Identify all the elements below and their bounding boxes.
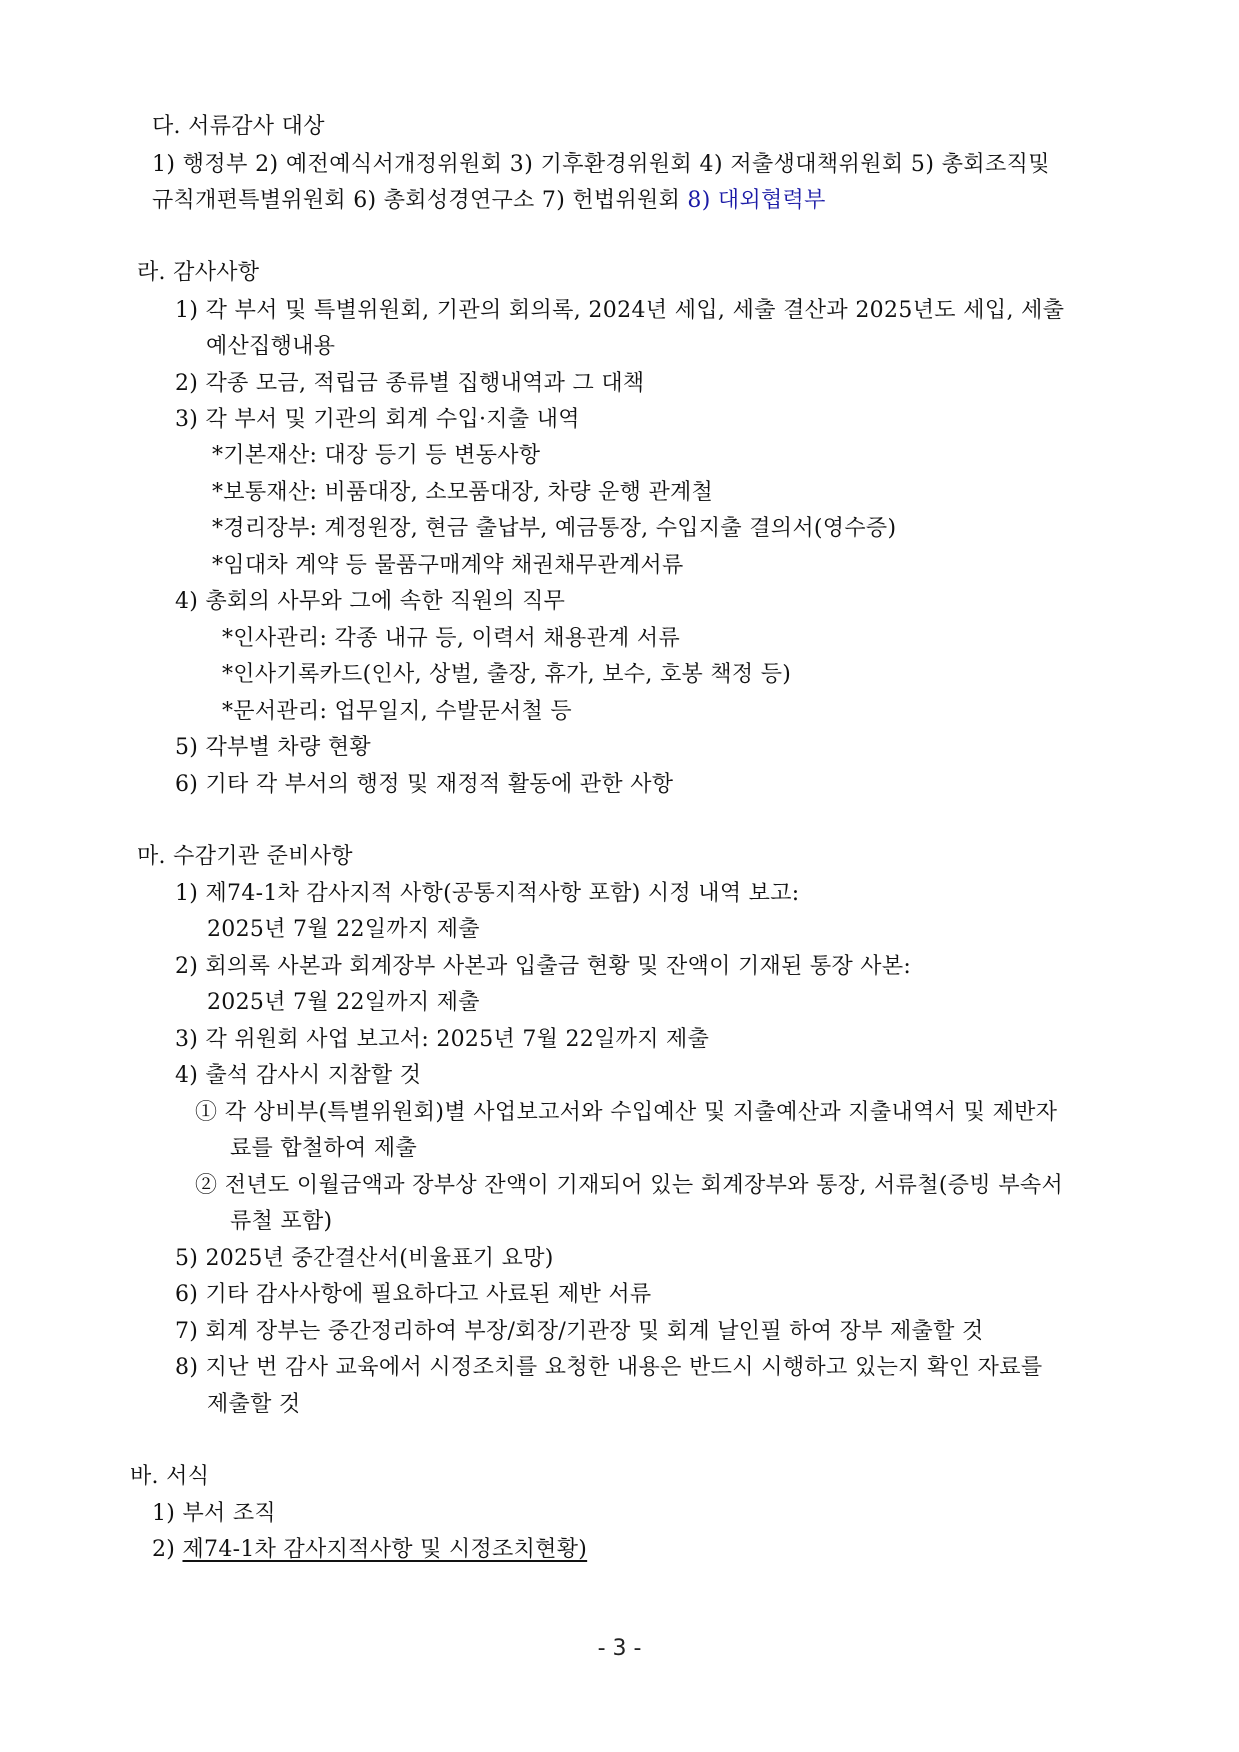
section-ma-item-1-cont: 2025년 7월 22일까지 제출	[207, 917, 480, 942]
section-ra-item-6: 6) 기타 각 부서의 행정 및 재정적 활동에 관한 사항	[175, 772, 674, 797]
section-ra-heading: 라. 감사사항	[137, 260, 260, 285]
section-da-line-2	[152, 186, 826, 216]
section-ma-item-1: 1) 제74-1차 감사지적 사항(공통지적사항 포함) 시정 내역 보고:	[175, 881, 800, 906]
section-ba-item-2-number: 2)	[152, 1537, 183, 1562]
section-ma-item-4: 4) 출석 감사시 지참할 것	[175, 1063, 422, 1088]
section-ma-item-4-circle-1-cont: 료를 합철하여 제출	[230, 1136, 418, 1161]
section-da-highlight: 8) 대외협력부	[687, 188, 826, 213]
section-ba-heading: 바. 서식	[130, 1464, 210, 1489]
section-ma-item-4-circle-2: ② 전년도 이월금액과 장부상 잔액이 기재되어 있는 회계장부와 통장, 서류철(증빙 부속서	[195, 1173, 1064, 1198]
section-ra-item-4-sub: *문서관리: 업무일지, 수발문서철 등	[222, 699, 572, 724]
section-ra-item-3-sub: *경리장부: 계정원장, 현금 출납부, 예금통장, 수입지출 결의서(영수증)	[212, 516, 897, 541]
section-ma-item-8: 8) 지난 번 감사 교육에서 시정조치를 요청한 내용은 반드시 시행하고 있는지 확인 자료를	[175, 1355, 1043, 1380]
section-da-line-1: 1) 행정부 2) 예전예식서개정위원회 3) 기후환경위원회 4) 저출생대책위원회 5) 총회조직및	[152, 152, 1050, 177]
section-ra-item-3-sub: *보통재산: 비품대장, 소모품대장, 차량 운행 관계철	[212, 480, 714, 505]
page-number: - 3 -	[597, 1636, 642, 1661]
section-ra-item-4-sub: *인사기록카드(인사, 상벌, 출장, 휴가, 보수, 호봉 책정 등)	[222, 662, 792, 687]
section-ra-item-5: 5) 각부별 차량 현황	[175, 735, 371, 760]
section-ba-item-1: 1) 부서 조직	[152, 1501, 276, 1526]
section-ma-item-7: 7) 회계 장부는 중간정리하여 부장/회장/기관장 및 회계 날인필 하여 장부 제출할 것	[175, 1319, 984, 1344]
section-ma-item-5: 5) 2025년 중간결산서(비율표기 요망)	[175, 1246, 554, 1271]
section-ma-item-6: 6) 기타 감사사항에 필요하다고 사료된 제반 서류	[175, 1282, 652, 1307]
section-ra-item-2: 2) 각종 모금, 적립금 종류별 집행내역과 그 대책	[175, 371, 645, 396]
section-ma-item-2-cont: 2025년 7월 22일까지 제출	[207, 990, 480, 1015]
section-da-line-2-text: 규칙개편특별위원회 6) 총회성경연구소 7) 헌법위원회	[152, 188, 688, 213]
section-ba-item-2	[152, 1535, 587, 1565]
section-ra-item-4-sub: *인사관리: 각종 내규 등, 이력서 채용관계 서류	[222, 626, 681, 651]
section-ma-item-8-cont: 제출할 것	[207, 1392, 301, 1417]
section-ma-item-3: 3) 각 위원회 사업 보고서: 2025년 7월 22일까지 제출	[175, 1027, 710, 1052]
section-ra-item-3: 3) 각 부서 및 기관의 회계 수입·지출 내역	[175, 407, 580, 432]
section-ra-item-3-sub: *임대차 계약 등 물품구매계약 채권채무관계서류	[212, 553, 684, 578]
section-da-heading: 다. 서류감사 대상	[152, 114, 325, 139]
section-ra-item-3-sub: *기본재산: 대장 등기 등 변동사항	[212, 443, 541, 468]
section-ma-heading: 마. 수감기관 준비사항	[137, 844, 353, 869]
section-ma-item-2: 2) 회의록 사본과 회계장부 사본과 입출금 현황 및 잔액이 기재된 통장 사본:	[175, 954, 912, 979]
section-ma-item-4-circle-1: ① 각 상비부(특별위원회)별 사업보고서와 수입예산 및 지출예산과 지출내역서 및 제반자	[195, 1100, 1058, 1125]
section-ra-item-4: 4) 총회의 사무와 그에 속한 직원의 직무	[175, 589, 566, 614]
form-link[interactable]: 제74-1차 감사지적사항 및 시정조치현황)	[182, 1537, 588, 1562]
section-ra-item-1-cont: 예산집행내용	[206, 334, 336, 359]
section-ma-item-4-circle-2-cont: 류철 포함)	[230, 1209, 333, 1234]
section-ra-item-1: 1) 각 부서 및 특별위원회, 기관의 회의록, 2024년 세입, 세출 결산과 2025년도 세입, 세출	[175, 298, 1065, 323]
